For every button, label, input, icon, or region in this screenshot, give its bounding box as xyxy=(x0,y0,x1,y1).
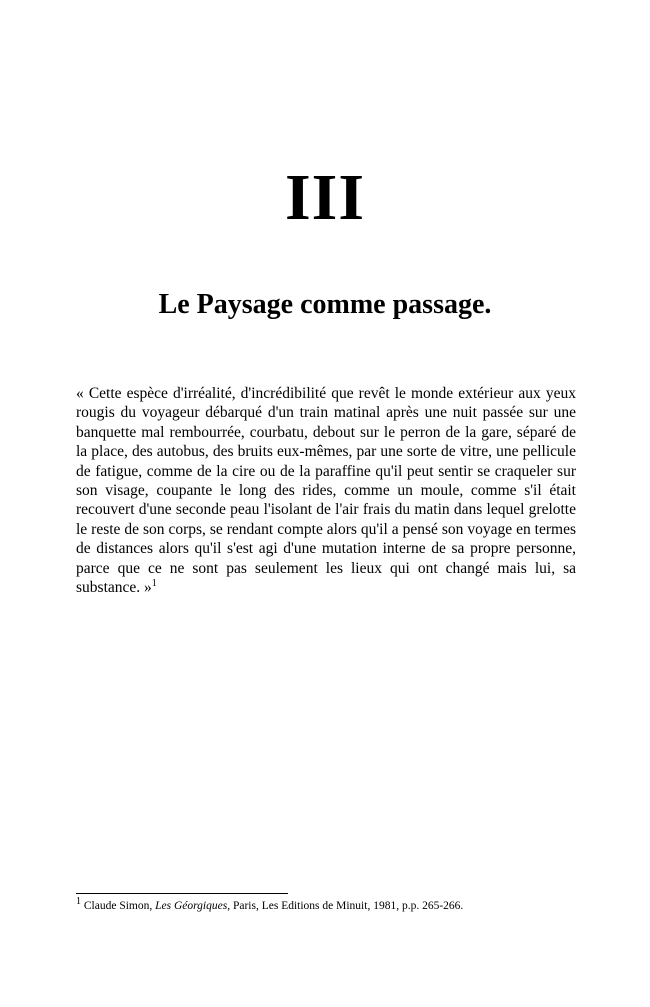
footnote-separator-rule xyxy=(76,893,288,894)
chapter-title: Le Paysage comme passage. xyxy=(158,289,492,320)
chapter-number: III xyxy=(284,161,366,234)
footnote-marker: 1 xyxy=(76,896,81,908)
footnote-book-title: Les Géorgiques xyxy=(155,900,228,912)
quote-text: « Cette espèce d'irréalité, d'incrédibilité que revêt le monde extérieur aux yeux rougis du voyageur débarqué d'un train matinal après une nuit passée sur une banquette mal rembourrée, courbatu, debout sur le perron de la gare, séparé de la place, des autobus, des bruits eux-mêmes, par une sorte de vitre, une pellicule de fatigue, comme de la cire ou de la paraffine qu'il peut sentir se craqueler sur son visage, coupante le long des rides, comme un moule, comme s'il était recouvert d'une seconde peau l'isolant de l'air frais du matin dans lequel grelotte le reste de son corps, se rendant compte alors qu'il a pensé son voyage en termes de distances alors qu'il s'est agi d'une mutation interne de sa propre personne, parce que ce ne sont pas seulement les lieux qui ont changé mais lui, sa substance. » xyxy=(76,385,576,597)
quote-paragraph xyxy=(76,384,576,597)
footnote-text-after-italic: , Paris, Les Editions de Minuit, 1981, p.p. 265-266. xyxy=(227,900,464,912)
footnote-text-before-italic: Claude Simon, xyxy=(81,900,156,912)
footnote xyxy=(76,896,596,913)
footnote-reference: 1 xyxy=(151,577,157,589)
